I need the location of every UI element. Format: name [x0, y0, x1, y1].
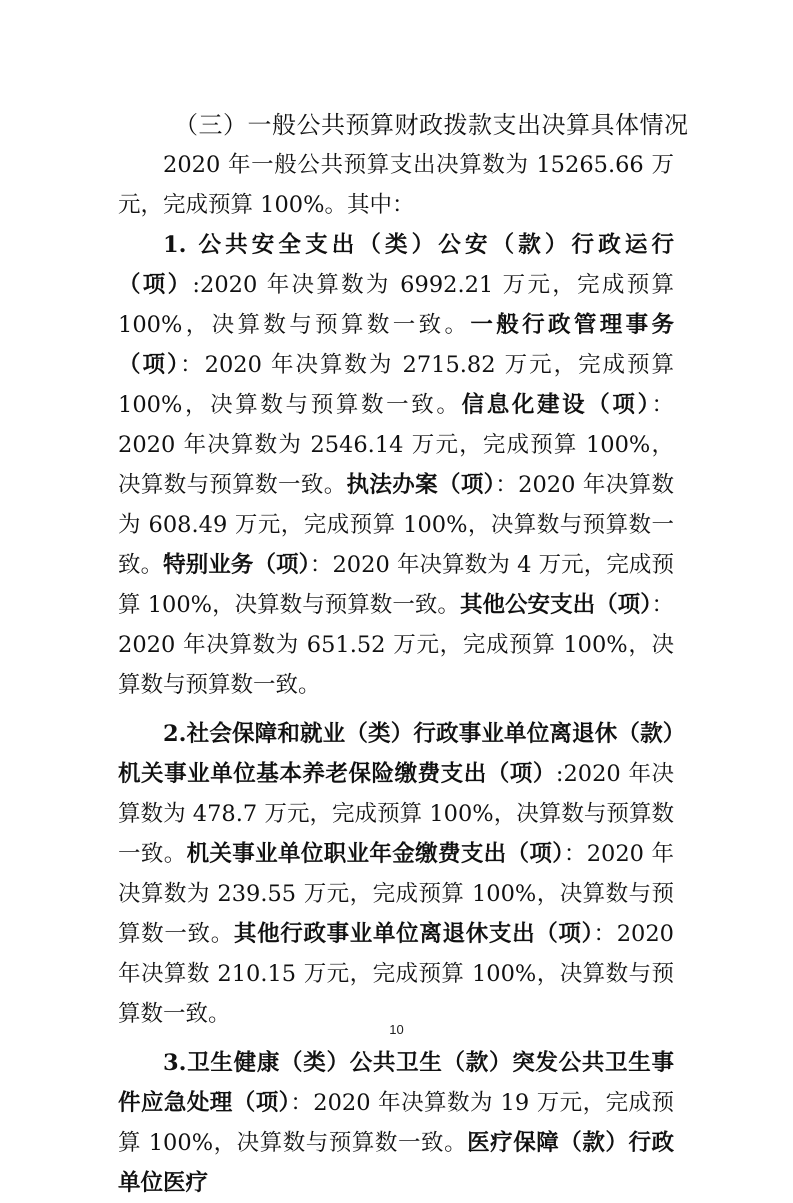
item-text: ：2020 年决算数为 19 万元，完成预算 100%，决算数与预算数一致。 [118, 1090, 674, 1156]
item-text: ：2020 年决算数为 239.55 万元，完成预算 100%，决算数与预算数一致。 [118, 841, 674, 947]
item-heading: 医疗保障（款）行政单位医疗 [118, 1130, 674, 1196]
item-heading: 机关事业单位职业年金缴费支出（项） [186, 841, 564, 867]
document-body [118, 145, 674, 1203]
section-heading: （三）一般公共预算财政拨款支出决算具体情况 [174, 111, 689, 139]
item-heading: 其他行政事业单位离退休支出（项） [233, 921, 594, 947]
item-text: ：2020 年决算数为 608.49 万元，完成预算 100%，决算数与预算数一致。 [118, 472, 674, 578]
item-heading: 信息化建设（项） [461, 392, 652, 418]
item-text: :2020 年决算数为 6992.21 万元，完成预算 100%，决算数与预算数一致。 [118, 272, 674, 338]
item-heading: 执法办案（项） [346, 472, 496, 498]
item-text: ：2020 年决算数 210.15 万元，完成预算 100%，决算数与预算数一致。 [118, 921, 674, 1027]
page-number: 10 [389, 1022, 404, 1037]
item-text: :2020 年决算数为 478.7 万元，完成预算 100%，决算数与预算数一致。 [118, 761, 674, 867]
paragraph-social-security [118, 714, 674, 1034]
paragraph-summary: 2020 年一般公共预算支出决算数为 15265.66 万元，完成预算 100%。其中： [118, 152, 674, 218]
item-heading: 2.社会保障和就业（类）行政事业单位离退休（款）机关事业单位基本养老保险缴费支出（项） [118, 721, 674, 787]
item-heading: 一般行政管理事务（项） [118, 312, 674, 378]
item-text: ：2020 年决算数为 2715.82 万元，完成预算 100%，决算数与预算数一致。 [118, 352, 674, 418]
paragraph-health [118, 1043, 674, 1203]
item-text: ：2020 年决算数为 4 万元，完成预算 100%，决算数与预算数一致。 [118, 552, 674, 618]
item-text: ：2020 年决算数为 2546.14 万元，完成预算 100%，决算数与预算数一致。 [118, 392, 674, 498]
item-heading: 特别业务（项） [163, 552, 310, 578]
item-text: ：2020 年决算数为 651.52 万元，完成预算 100%，决算数与预算数一致。 [118, 592, 674, 698]
item-heading: 其他公安支出（项） [459, 592, 652, 618]
paragraph-public-security [118, 225, 674, 705]
item-heading: 1. 公共安全支出（类）公安（款）行政运行（项） [118, 232, 674, 298]
item-heading: 3.卫生健康（类）公共卫生（款）突发公共卫生事件应急处理（项） [118, 1050, 674, 1116]
